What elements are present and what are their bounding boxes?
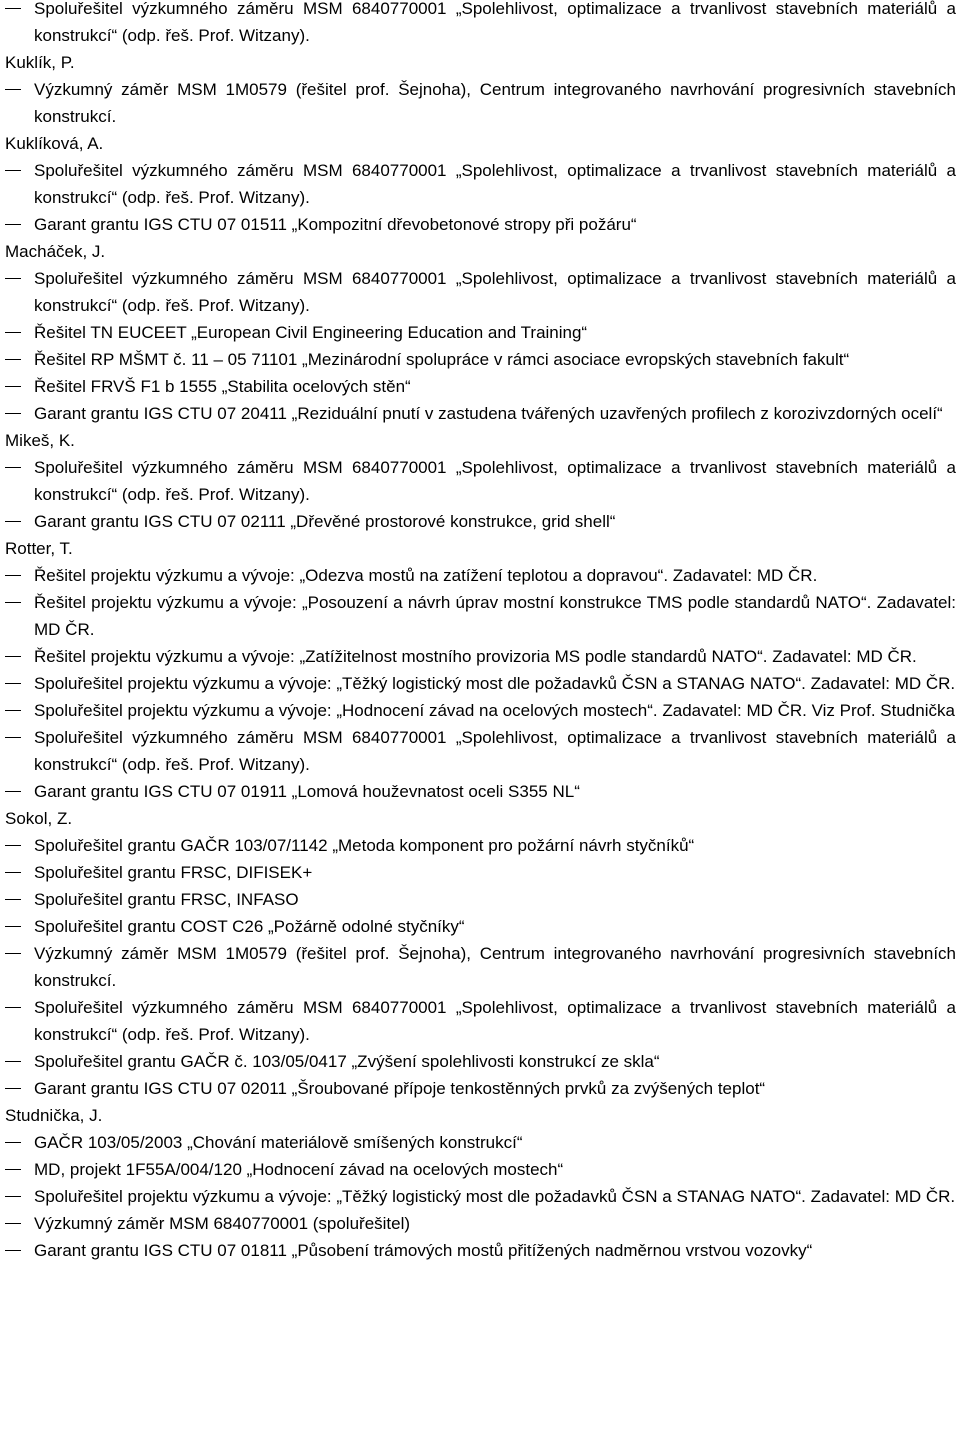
list-item: [0, 400, 960, 427]
list-item: [0, 346, 960, 373]
list-item: [0, 994, 960, 1048]
dash-bullet-icon: [5, 278, 21, 279]
list-item-text: Garant grantu IGS CTU 07 01811 „Působení trámových mostů přitížených nadměrnou vrstvou vozovky“: [34, 1241, 813, 1260]
list-item-text: Řešitel projektu výzkumu a vývoje: „Posouzení a návrh úprav mostní konstrukce TMS podle standardů NATO“. Zadavatel: MD ČR.: [34, 593, 956, 639]
list-item: [0, 0, 960, 49]
dash-bullet-icon: [5, 359, 21, 360]
list-item-text: Spoluřešitel výzkumného záměru MSM 6840770001 „Spolehlivost, optimalizace a trvanlivost stavebních materiálů a konstrukcí“ (odp. řeš. Prof. Witzany).: [34, 269, 956, 315]
list-item-text: Garant grantu IGS CTU 07 01511 „Kompozitní dřevobetonové stropy při požáru“: [34, 215, 637, 234]
list-item-text: Spoluřešitel grantu FRSC, INFASO: [34, 890, 299, 909]
list-item-text: GAČR 103/05/2003 „Chování materiálově smíšených konstrukcí“: [34, 1133, 523, 1152]
list-item: [0, 940, 960, 994]
list-item: [0, 778, 960, 805]
list-item: [0, 1237, 960, 1264]
dash-bullet-icon: [5, 467, 21, 468]
list-item: [0, 643, 960, 670]
dash-bullet-icon: [5, 1196, 21, 1197]
dash-bullet-icon: [5, 899, 21, 900]
list-item-text: Spoluřešitel výzkumného záměru MSM 6840770001 „Spolehlivost, optimalizace a trvanlivost stavebních materiálů a konstrukcí“ (odp. řeš. Prof. Witzany).: [34, 0, 956, 45]
list-item: [0, 373, 960, 400]
list-item-text: Spoluřešitel grantu GAČR 103/07/1142 „Metoda komponent pro požární návrh styčníků“: [34, 836, 695, 855]
list-item-text: Řešitel projektu výzkumu a vývoje: „Odezva mostů na zatížení teplotou a dopravou“. Zadavatel: MD ČR.: [34, 566, 818, 585]
list-item-text: Spoluřešitel projektu výzkumu a vývoje: „Těžký logistický most dle požadavků ČSN a STANAG NATO“. Zadavatel: MD ČR.: [34, 1187, 956, 1206]
list-item-text: Garant grantu IGS CTU 07 20411 „Reziduální pnutí v zastudena tvářených uzavřených profilech z korozivzdorných ocelí“: [34, 404, 943, 423]
person-section: [0, 535, 960, 805]
list-item: [0, 157, 960, 211]
dash-bullet-icon: [5, 575, 21, 576]
dash-bullet-icon: [5, 413, 21, 414]
dash-bullet-icon: [5, 521, 21, 522]
dash-bullet-icon: [5, 1223, 21, 1224]
list-item: [0, 589, 960, 643]
list-item: [0, 724, 960, 778]
dash-bullet-icon: [5, 1142, 21, 1143]
list-item: [0, 454, 960, 508]
list-item: [0, 508, 960, 535]
dash-bullet-icon: [5, 872, 21, 873]
list-item: [0, 913, 960, 940]
list-item: [0, 76, 960, 130]
list-item-text: MD, projekt 1F55A/004/120 „Hodnocení závad na ocelových mostech“: [34, 1160, 564, 1179]
dash-bullet-icon: [5, 332, 21, 333]
list-item: [0, 1048, 960, 1075]
list-item: [0, 319, 960, 346]
list-item: [0, 211, 960, 238]
list-item-text: Řešitel RP MŠMT č. 11 – 05 71101 „Mezinárodní spolupráce v rámci asociace evropských stavebních fakult“: [34, 350, 850, 369]
list-item: [0, 562, 960, 589]
list-item-text: Garant grantu IGS CTU 07 01911 „Lomová houževnatost oceli S355 NL“: [34, 782, 580, 801]
list-item: [0, 265, 960, 319]
dash-bullet-icon: [5, 737, 21, 738]
dash-bullet-icon: [5, 386, 21, 387]
list-item-text: Spoluřešitel projektu výzkumu a vývoje: „Hodnocení závad na ocelových mostech“. Zadavatel: MD ČR. Viz Prof. Studnička: [34, 701, 955, 720]
list-item-text: Řešitel TN EUCEET „European Civil Engineering Education and Training“: [34, 323, 588, 342]
dash-bullet-icon: [5, 1061, 21, 1062]
dash-bullet-icon: [5, 602, 21, 603]
list-item: [0, 1129, 960, 1156]
list-item-text: Spoluřešitel projektu výzkumu a vývoje: „Těžký logistický most dle požadavků ČSN a STANAG NATO“. Zadavatel: MD ČR.: [34, 674, 956, 693]
person-name: Mikeš, K.: [5, 431, 75, 450]
dash-bullet-icon: [5, 89, 21, 90]
dash-bullet-icon: [5, 1169, 21, 1170]
list-item: [0, 1075, 960, 1102]
list-item-text: Garant grantu IGS CTU 07 02011 „Šroubované přípoje tenkostěnných prvků za zvýšených teplot“: [34, 1079, 766, 1098]
list-item-text: Výzkumný záměr MSM 6840770001 (spoluřešitel): [34, 1214, 411, 1233]
dash-bullet-icon: [5, 791, 21, 792]
list-item-text: Garant grantu IGS CTU 07 02111 „Dřevěné prostorové konstrukce, grid shell“: [34, 512, 616, 531]
list-item-text: Výzkumný záměr MSM 1M0579 (řešitel prof. Šejnoha), Centrum integrovaného navrhování progresivních stavebních konstrukcí.: [34, 944, 956, 990]
person-section: [0, 130, 960, 238]
person-section: [0, 49, 960, 130]
list-item-text: Spoluřešitel výzkumného záměru MSM 6840770001 „Spolehlivost, optimalizace a trvanlivost stavebních materiálů a konstrukcí“ (odp. řeš. Prof. Witzany).: [34, 998, 956, 1044]
dash-bullet-icon: [5, 953, 21, 954]
person-section: [0, 0, 960, 49]
dash-bullet-icon: [5, 656, 21, 657]
list-item-text: Spoluřešitel grantu GAČR č. 103/05/0417 „Zvýšení spolehlivosti konstrukcí ze skla“: [34, 1052, 660, 1071]
list-item: [0, 832, 960, 859]
dash-bullet-icon: [5, 926, 21, 927]
dash-bullet-icon: [5, 683, 21, 684]
list-item-text: Spoluřešitel výzkumného záměru MSM 6840770001 „Spolehlivost, optimalizace a trvanlivost stavebních materiálů a konstrukcí“ (odp. řeš. Prof. Witzany).: [34, 458, 956, 504]
dash-bullet-icon: [5, 1250, 21, 1251]
person-name: Sokol, Z.: [5, 809, 73, 828]
person-section: [0, 1102, 960, 1264]
dash-bullet-icon: [5, 845, 21, 846]
dash-bullet-icon: [5, 1088, 21, 1089]
dash-bullet-icon: [5, 1007, 21, 1008]
person-section: [0, 805, 960, 1102]
list-item: [0, 697, 960, 724]
person-name: Studnička, J.: [5, 1106, 103, 1125]
list-item-text: Řešitel projektu výzkumu a vývoje: „Zatížitelnost mostního provizoria MS podle standardů NATO“. Zadavatel: MD ČR.: [34, 647, 917, 666]
list-item-text: Spoluřešitel grantu FRSC, DIFISEK+: [34, 863, 313, 882]
person-name: Macháček, J.: [5, 242, 106, 261]
list-item-text: Spoluřešitel grantu COST C26 „Požárně odolné styčníky“: [34, 917, 465, 936]
list-item: [0, 859, 960, 886]
person-name: Kuklíková, A.: [5, 134, 104, 153]
list-item-text: Spoluřešitel výzkumného záměru MSM 6840770001 „Spolehlivost, optimalizace a trvanlivost stavebních materiálů a konstrukcí“ (odp. řeš. Prof. Witzany).: [34, 161, 956, 207]
list-item: [0, 886, 960, 913]
dash-bullet-icon: [5, 8, 21, 9]
dash-bullet-icon: [5, 224, 21, 225]
dash-bullet-icon: [5, 170, 21, 171]
list-item: [0, 670, 960, 697]
list-item-text: Spoluřešitel výzkumného záměru MSM 6840770001 „Spolehlivost, optimalizace a trvanlivost stavebních materiálů a konstrukcí“ (odp. řeš. Prof. Witzany).: [34, 728, 956, 774]
list-item-text: Výzkumný záměr MSM 1M0579 (řešitel prof. Šejnoha), Centrum integrovaného navrhování progresivních stavebních konstrukcí.: [34, 80, 956, 126]
dash-bullet-icon: [5, 710, 21, 711]
person-section: [0, 427, 960, 535]
list-item: [0, 1183, 960, 1210]
person-name: Rotter, T.: [5, 539, 73, 558]
person-section: [0, 238, 960, 427]
person-name: Kuklík, P.: [5, 53, 75, 72]
list-item-text: Řešitel FRVŠ F1 b 1555 „Stabilita ocelových stěn“: [34, 377, 411, 396]
list-item: [0, 1156, 960, 1183]
list-item: [0, 1210, 960, 1237]
